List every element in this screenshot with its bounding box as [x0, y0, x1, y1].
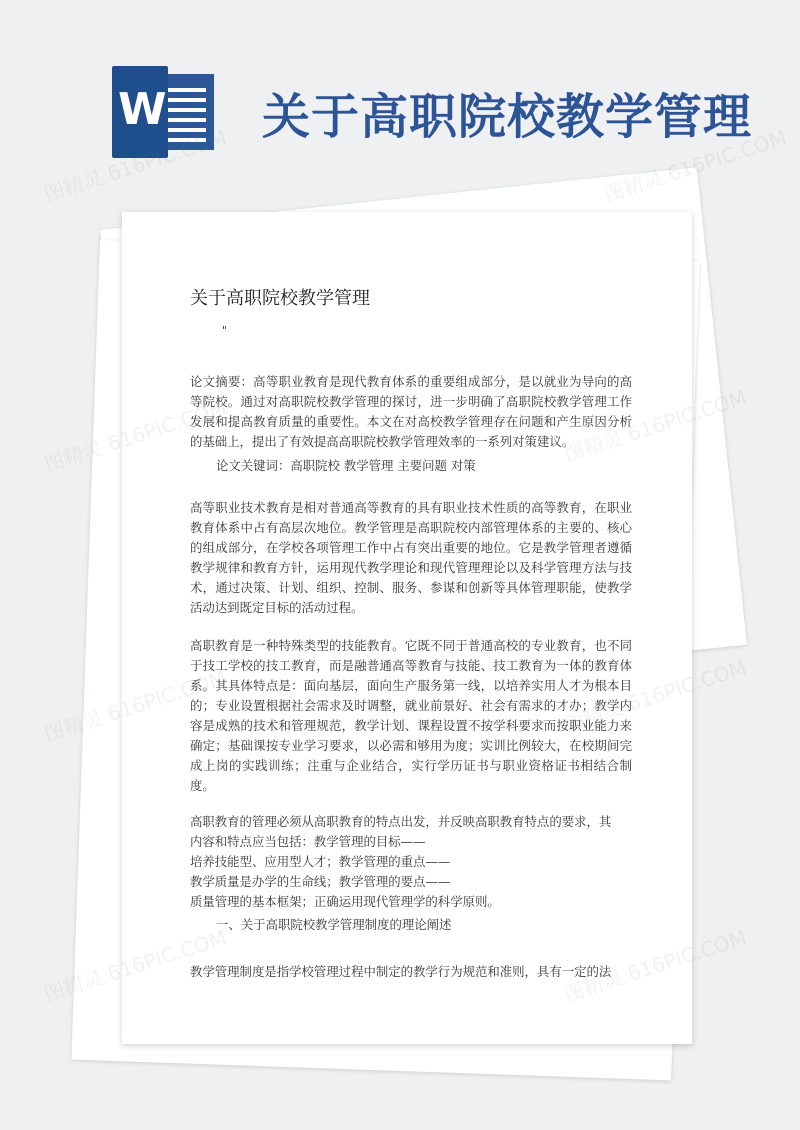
quote-mark: "	[222, 324, 228, 337]
keywords-line: 论文关键词：高职院校 教学管理 主要问题 对策	[216, 458, 476, 473]
watermark-text: 图精灵	[41, 705, 106, 747]
banner-title: 关于高职院校教学管理	[262, 89, 753, 145]
document-title: 关于高职院校教学管理	[190, 288, 370, 309]
body-paragraph-4: 教学管理制度是指学校管理过程中制定的教学行为规范和准则，具有一定的法	[190, 964, 612, 979]
body-paragraph-1: 高等职业技术教育是相对普通高等教育的具有职业技术性质的高等教育，在职业教育体系中占有高层次地位。教学管理是高职院校内部管理体系的主要的、核心的组成部分，在学校各项管理工作中占有突出重要的地位。它是教学管理者遵循教学规律和教育方针，运用现代教学理论和现代管理理论以及科学管理方法与技术，通过决策、计划、组织、控制、服务、参谋和创新等具体管理职能，使教学活动达到既定目标的活动过程。	[190, 500, 632, 615]
header-banner	[0, 0, 800, 190]
document-page	[122, 212, 692, 1044]
watermark-text: 图精灵	[41, 435, 106, 477]
body-paragraph-2: 高职教育是一种特殊类型的技能教育。它既不同于普通高校的专业教育，也不同于技工学校的技工教育，而是融普通高等教育与技能、技工教育为一体的教育体系。其具体特点是：面向基层，面向生产服务第一线，以培养实用人才为根本目的；专业设置根据社会需求及时调整，就业前景好、社会有需求的才办；教学内容是成熟的技术和管理规范，教学计划、课程设置不按学科要求而按职业能力来确定；基础课按专业学习要求，以必需和够用为度；实训比例较大，在校期间完成上岗的实践训练；注重与企业结合，实行学历证书与职业资格证书相结合制度。	[190, 638, 632, 793]
watermark-text: 图精灵 616PIC.COM	[41, 125, 230, 207]
paragraph-3-line: 内容和特点应当包括：教学管理的目标——	[190, 834, 426, 849]
section-heading: 一、关于高职院校教学管理制度的理论阐述	[216, 917, 452, 932]
body-paragraph-3	[190, 812, 632, 912]
word-icon	[112, 66, 216, 158]
abstract-paragraph: 论文摘要：高等职业教育是现代教育体系的重要组成部分，是以就业为导向的高等院校。通过对高职院校教学管理的探讨，进一步明确了高职院校教学管理工作发展和提高教育质量的重要性。本文在对高校教学管理存在问题和产生原因分析的基础上，提出了有效提高高职院校教学管理效率的一系列对策建议。	[190, 374, 632, 449]
word-icon-letter: W	[118, 84, 167, 135]
watermark-text: 图精灵 616PIC.COM	[601, 125, 790, 207]
paragraph-3-line: 教学质量是办学的生命线；教学管理的要点——	[190, 874, 451, 889]
paragraph-3-line: 高职教育的管理必须从高职教育的特点出发，并反映高职教育特点的要求，其	[190, 814, 612, 829]
paragraph-3-line: 培养技能型、应用型人才；教学管理的重点——	[190, 854, 451, 869]
paragraph-3-line: 质量管理的基本框架；正确运用现代管理学的科学原则。	[190, 894, 500, 909]
word-icon-badge	[112, 66, 168, 158]
